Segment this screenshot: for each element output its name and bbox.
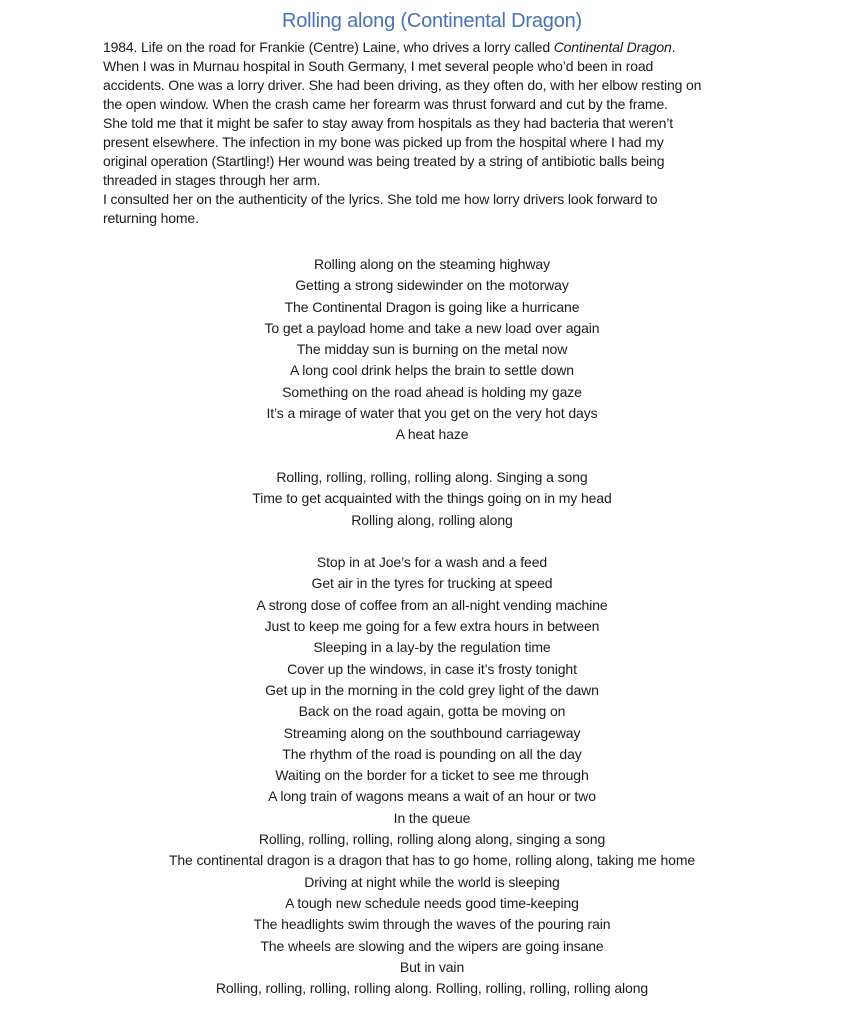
lyric-line: Driving at night while the world is sleeping <box>304 873 560 890</box>
lyric-line: Time to get acquainted with the things going on in my head <box>252 490 612 507</box>
intro-text-segment: When I was in Murnau hospital in South Germany, I met several people who’d been in road <box>103 58 654 74</box>
intro-text-segment: threaded in stages through her arm. <box>103 172 321 188</box>
intro-line <box>103 190 763 209</box>
lyric-line: Get air in the tyres for trucking at speed <box>311 575 553 592</box>
lyric-line: Streaming along on the southbound carriageway <box>283 724 581 741</box>
lyric-line: Rolling, rolling, rolling, rolling along. Singing a song <box>276 468 588 485</box>
lyric-line: A long cool drink helps the brain to settle down <box>290 362 574 379</box>
intro-text-segment: She told me that it might be safer to stay away from hospitals as they had bacteria that weren’t <box>103 115 674 131</box>
lyric-line: A tough new schedule needs good time-keeping <box>285 894 579 911</box>
intro-line <box>103 57 763 76</box>
lyric-line: A long train of wagons means a wait of an hour or two <box>268 788 596 805</box>
lyric-line: Something on the road ahead is holding my gaze <box>282 383 582 400</box>
intro-text-segment: I consulted her on the authenticity of the lyrics. She told me how lorry drivers look forward to <box>103 191 658 207</box>
lyric-line: Waiting on the border for a ticket to see me through <box>275 767 589 784</box>
lyric-line: Cover up the windows, in case it’s frosty tonight <box>287 660 577 677</box>
intro-text-segment: . <box>671 39 676 55</box>
intro-text-segment: accidents. One was a lorry driver. She had been driving, as they often do, with her elbow resting on <box>103 77 702 93</box>
lyric-line: Just to keep me going for a few extra hours in between <box>264 618 600 635</box>
lyric-line: In the queue <box>393 809 471 826</box>
lyric-line: Getting a strong sidewinder on the motorway <box>295 277 569 294</box>
lyric-line: The midday sun is burning on the metal now <box>296 341 568 358</box>
stanza-3 <box>0 552 864 999</box>
lyric-line: A strong dose of coffee from an all-night vending machine <box>256 596 608 613</box>
lyric-line: But in vain <box>399 958 465 975</box>
lyric-line: Get up in the morning in the cold grey light of the dawn <box>265 681 599 698</box>
intro-line <box>103 95 763 114</box>
lyric-line: The headlights swim through the waves of the pouring rain <box>253 916 611 933</box>
stanza-2 <box>0 467 864 531</box>
lyric-line: To get a payload home and take a new load over again <box>264 319 600 336</box>
intro-text-segment: returning home. <box>103 210 199 226</box>
intro-line <box>103 133 763 152</box>
intro-text <box>103 38 763 228</box>
intro-line <box>103 114 763 133</box>
stanza-1 <box>0 254 864 446</box>
lyric-line: The continental dragon is a dragon that has to go home, rolling along, taking me home <box>168 852 696 869</box>
intro-line <box>103 76 763 95</box>
lyric-line: Back on the road again, gotta be moving on <box>298 703 566 720</box>
lyric-line: It’s a mirage of water that you get on the very hot days <box>266 405 598 422</box>
lyric-line: The wheels are slowing and the wipers are going insane <box>260 937 604 954</box>
intro-text-segment: original operation (Startling!) Her wound was being treated by a string of antibiotic balls being <box>103 153 665 169</box>
page-title: Rolling along (Continental Dragon) <box>281 10 583 32</box>
lyric-line: The Continental Dragon is going like a hurricane <box>284 298 580 315</box>
intro-text-segment: 1984. Life on the road for Frankie (Centre) Laine, who drives a lorry called <box>103 39 554 55</box>
lyric-line: Sleeping in a lay-by the regulation time <box>313 639 551 656</box>
lyric-line: Rolling, rolling, rolling, rolling along along, singing a song <box>258 831 606 848</box>
intro-text-segment: present elsewhere. The infection in my bone was picked up from the hospital where I had my <box>103 134 664 150</box>
intro-line <box>103 38 763 57</box>
lyric-line: A heat haze <box>395 426 469 443</box>
intro-italic-text: Continental Dragon <box>553 39 672 55</box>
lyrics-section <box>0 254 864 999</box>
intro-line <box>103 209 763 228</box>
intro-text-segment: the open window. When the crash came her forearm was thrust forward and cut by the frame. <box>103 96 668 112</box>
lyric-line: Rolling along, rolling along <box>351 511 513 528</box>
lyric-line: The rhythm of the road is pounding on all the day <box>282 745 582 762</box>
intro-line <box>103 171 763 190</box>
intro-line <box>103 152 763 171</box>
lyric-line: Rolling, rolling, rolling, rolling along. Rolling, rolling, rolling, rolling along <box>215 980 649 997</box>
lyric-line: Stop in at Joe’s for a wash and a feed <box>316 554 548 571</box>
lyric-line: Rolling along on the steaming highway <box>313 256 550 272</box>
